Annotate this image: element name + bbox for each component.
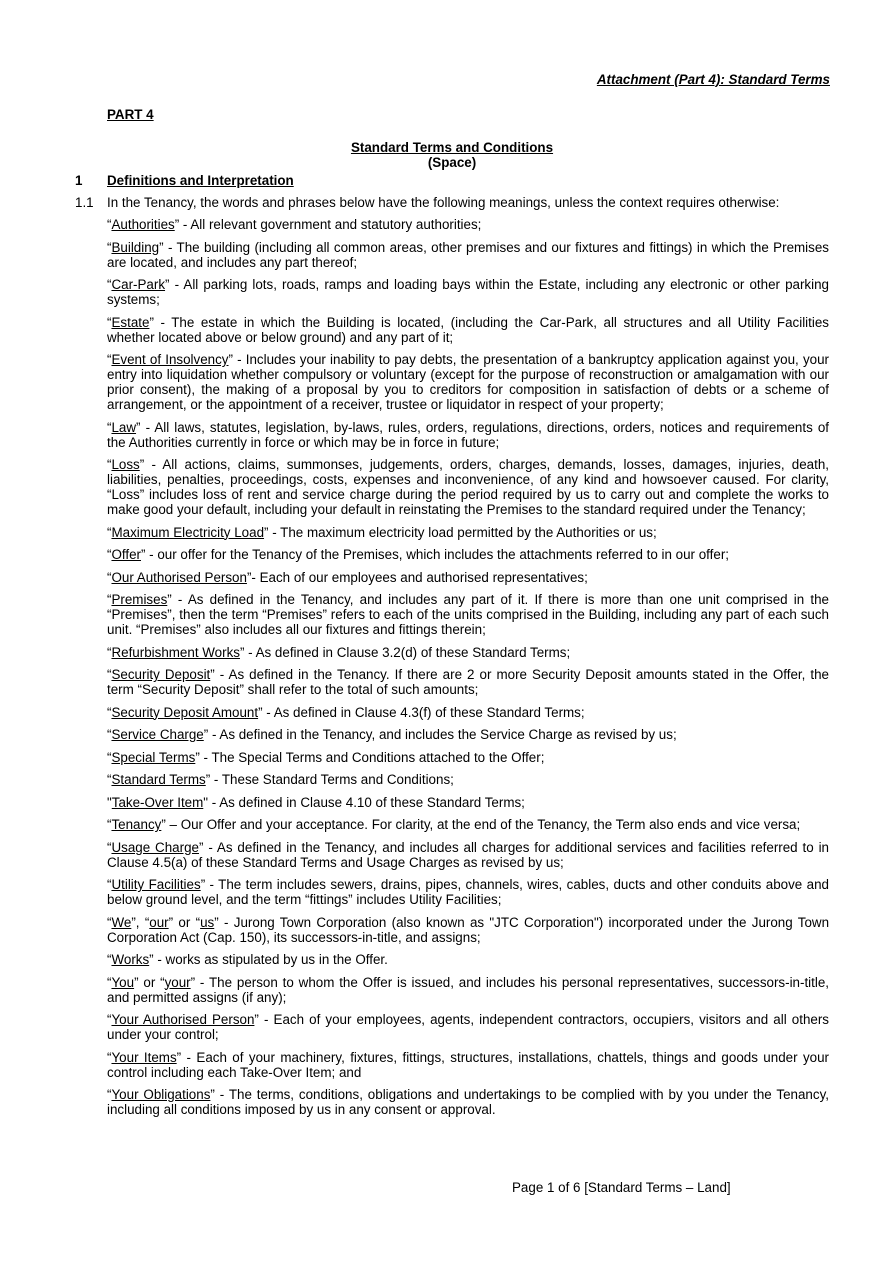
defined-term: our — [149, 914, 169, 930]
definition-text: “ — [107, 314, 112, 330]
definition-text: “ — [107, 727, 112, 742]
definition-item — [107, 750, 829, 765]
definition-item — [107, 915, 829, 945]
definition-item — [107, 1012, 829, 1042]
definition-text: “ — [107, 839, 112, 855]
definition-item — [107, 727, 829, 742]
definition-text: “ — [107, 1049, 112, 1065]
definition-item — [107, 592, 829, 637]
definition-item — [107, 217, 829, 232]
definition-text: ” - The terms, conditions, obligations and undertakings to be complied with by you under the Tenancy, including all conditions imposed by us in any consent or approval. — [107, 1087, 829, 1117]
defined-term: Take-Over Item — [111, 794, 204, 810]
definition-item — [107, 240, 829, 270]
definition-text: ” - These Standard Terms and Conditions; — [205, 772, 454, 787]
definition-text: ” - All laws, statutes, legislation, by-laws, rules, orders, regulations, directions, orders, notices and requirements of the Authorities currently in force or which may be in force in future; — [107, 419, 829, 450]
defined-term: We — [111, 914, 132, 930]
definition-item — [107, 525, 829, 540]
definition-item — [107, 772, 829, 787]
definition-text: ” - All relevant government and statutory authorities; — [174, 217, 482, 232]
definition-text: “ — [107, 419, 112, 435]
defined-term: Building — [111, 239, 160, 255]
defined-term: Service Charge — [111, 727, 204, 742]
definition-text: ” or “ — [168, 914, 201, 930]
defined-term: Our Authorised Person — [111, 569, 247, 585]
definition-item — [107, 795, 829, 810]
defined-term: Offer — [111, 547, 141, 562]
definition-text: ” - Each of your employees, agents, independent contractors, occupiers, visitors and all others under your control; — [107, 1012, 830, 1042]
definition-item — [107, 840, 829, 870]
definition-text: “ — [107, 1012, 112, 1027]
defined-term: Tenancy — [111, 817, 162, 832]
definition-text: " — [107, 794, 112, 810]
definition-item — [107, 705, 829, 720]
document-title — [107, 140, 797, 170]
defined-term: Standard Terms — [111, 772, 206, 787]
defined-term: You — [111, 974, 135, 990]
definition-text: “ — [107, 352, 112, 367]
definition-item — [107, 420, 829, 450]
clause-number: 1.1 — [75, 195, 94, 210]
defined-term: Refurbishment Works — [111, 644, 240, 660]
defined-term: Estate — [111, 314, 150, 330]
defined-term: Special Terms — [111, 749, 196, 765]
page-footer: Page 1 of 6 [Standard Terms – Land] — [512, 1180, 731, 1195]
definition-text: ” - As defined in Clause 4.3(f) of these Standard Terms; — [258, 704, 585, 720]
definition-text: “ — [107, 667, 112, 682]
definition-text: ” - All parking lots, roads, ramps and loading bays within the Estate, including any electronic or other parking systems; — [107, 277, 829, 307]
defined-term: Security Deposit — [111, 667, 211, 682]
defined-term: Your Authorised Person — [111, 1012, 255, 1027]
defined-term: Your Items — [111, 1049, 177, 1065]
defined-term: Law — [111, 419, 137, 435]
definition-text: ” - As defined in the Tenancy. If there are 2 or more Security Deposit amounts stated in the Offer, the term “Security Deposit” shall refer to the total of such amounts; — [107, 667, 829, 697]
definition-text: “ — [107, 749, 112, 765]
definition-text: “ — [107, 772, 112, 787]
definition-text: ”- Each of our employees and authorised representatives; — [246, 569, 588, 585]
clause-text: In the Tenancy, the words and phrases below have the following meanings, unless the context requires otherwise: — [107, 195, 780, 210]
defined-term: Security Deposit Amount — [111, 704, 259, 720]
definition-text: ” - Jurong Town Corporation (also known as "JTC Corporation") incorporated under the Jurong Town Corporation Act (Cap. 150), its successors-in-title, and assigns; — [107, 914, 830, 945]
definition-text: ” - our offer for the Tenancy of the Premises, which includes the attachments referred to in our offer; — [141, 547, 729, 562]
section-number: 1 — [75, 173, 83, 188]
defined-term: Event of Insolvency — [111, 352, 229, 367]
definition-text: “ — [107, 239, 112, 255]
defined-term: Authorities — [111, 217, 175, 232]
attachment-header: Attachment (Part 4): Standard Terms — [596, 72, 830, 87]
definition-text: ” - The estate in which the Building is located, (including the Car-Park, all structures and all Utility Facilities whether located above or below ground) and any part of it; — [107, 314, 829, 345]
definition-item — [107, 1050, 829, 1080]
definition-text: ” - As defined in Clause 3.2(d) of these Standard Terms; — [239, 644, 571, 660]
definition-text: ” - works as stipulated by us in the Offer. — [149, 952, 388, 967]
definition-text: “ — [107, 569, 112, 585]
definition-text: ” - As defined in the Tenancy, and includes the Service Charge as revised by us; — [203, 727, 677, 742]
title-line-1: Standard Terms and Conditions — [350, 140, 554, 155]
definition-text: " - As defined in Clause 4.10 of these Standard Terms; — [203, 794, 525, 810]
definition-text: ” - The term includes sewers, drains, pipes, channels, wires, cables, ducts and other conduits above and below ground level, and the term “fittings” includes Utility Facilities; — [107, 877, 829, 907]
definition-text: “ — [107, 547, 112, 562]
definition-text: ” - The building (including all common areas, other premises and our fixtures and fittings) in which the Premises are located, and includes any part thereof; — [107, 239, 829, 270]
definition-text: ”, “ — [131, 914, 150, 930]
part-label: PART 4 — [107, 107, 154, 122]
section-title: Definitions and Interpretation — [107, 173, 294, 188]
definition-text: ” - The Special Terms and Conditions attached to the Offer; — [195, 749, 545, 765]
definition-item — [107, 457, 829, 517]
definition-text: “ — [107, 817, 112, 832]
definition-text: “ — [107, 877, 112, 892]
definition-item — [107, 975, 829, 1005]
defined-term: Maximum Electricity Load — [111, 524, 265, 540]
defined-term: Works — [111, 952, 150, 967]
definition-text: “ — [107, 914, 112, 930]
definition-item — [107, 570, 829, 585]
defined-term: Usage Charge — [111, 839, 199, 855]
definition-item — [107, 1087, 829, 1117]
definition-text: ” or “ — [134, 974, 165, 990]
defined-term: Car-Park — [111, 277, 166, 292]
definition-text: “ — [107, 974, 112, 990]
definitions-list — [107, 217, 829, 1125]
title-line-2: (Space) — [427, 155, 477, 170]
definition-text: ” - The maximum electricity load permitted by the Authorities or us; — [264, 524, 657, 540]
definition-item — [107, 352, 829, 412]
defined-term: Premises — [111, 592, 168, 607]
definition-item — [107, 277, 829, 307]
definition-text: ” - Includes your inability to pay debts, the presentation of a bankruptcy application against you, your entry into liquidation whether compulsory or voluntary (except for the purpose of reconstruction or amalgamation with our prior consent), the making of a proposal by you to creditors for composition in satisfaction of debts or a scheme of arrangement, or the appointment of a receiver, trustee or liquidator in respect of your property; — [107, 352, 829, 412]
definition-text: “ — [107, 644, 112, 660]
definition-item — [107, 667, 829, 697]
definition-item — [107, 645, 829, 660]
definition-text: “ — [107, 1087, 112, 1102]
definition-text: “ — [107, 524, 112, 540]
definition-text: ” - All actions, claims, summonses, judgements, orders, charges, demands, losses, damages, injuries, death, liabilities, penalties, proceedings, costs, expenses and inconvenience, of any kind and howsoever caused. For clarity, “Loss” includes loss of rent and service charge during the period required by us to carry out and complete the works to make good your default, including your default in reinstating the Premises to the standard required under the Tenancy; — [107, 457, 829, 517]
definition-item — [107, 952, 829, 967]
definition-text: “ — [107, 592, 112, 607]
definition-text: “ — [107, 217, 112, 232]
definition-text: ” - The person to whom the Offer is issued, and includes his personal representatives, successors-in-title, and permitted assigns (if any); — [107, 974, 830, 1005]
definition-item — [107, 547, 829, 562]
defined-term: us — [200, 914, 215, 930]
definition-text: ” - As defined in the Tenancy, and includes all charges for additional services and facilities referred to in Clause 4.5(a) of these Standard Terms and Usage Charges as revised by us; — [107, 839, 829, 870]
definition-text: ” - Each of your machinery, fixtures, fittings, structures, installations, chattels, things and goods under your control including each Take-Over Item; and — [107, 1049, 829, 1080]
definition-text: “ — [107, 704, 112, 720]
definition-text: ” – Our Offer and your acceptance. For clarity, at the end of the Tenancy, the Term also ends and vice versa; — [161, 817, 801, 832]
defined-term: your — [164, 974, 191, 990]
defined-term: Loss — [111, 457, 140, 472]
definition-item — [107, 817, 829, 832]
defined-term: Your Obligations — [111, 1087, 211, 1102]
defined-term: Utility Facilities — [111, 877, 201, 892]
definition-text: “ — [107, 457, 112, 472]
definition-item — [107, 315, 829, 345]
definition-text: “ — [107, 277, 112, 292]
definition-text: ” - As defined in the Tenancy, and includes any part of it. If there is more than one unit comprised in the “Premises”, then the term “Premises” refers to each of the units comprised in the Building, including any part of each such unit. “Premises” also includes all our fixtures and fittings therein; — [107, 592, 829, 637]
definition-item — [107, 877, 829, 907]
definition-text: “ — [107, 952, 112, 967]
